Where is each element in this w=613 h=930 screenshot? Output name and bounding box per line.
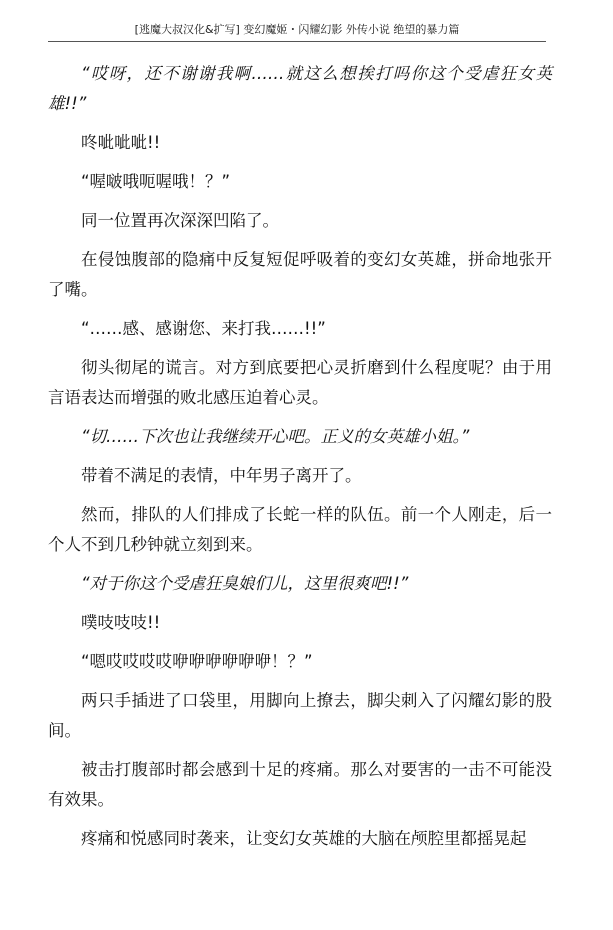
- paragraph-16: 疼痛和悦感同时袭来，让变幻女英雄的大脑在颅腔里都摇晃起: [81, 829, 527, 848]
- paragraph-2: 咚呲呲呲!!: [81, 133, 161, 152]
- paragraph-13: “嗯哎哎哎哎咿咿咿咿咿咿！？”: [81, 652, 313, 671]
- paragraph-6: “……感、感谢您、来打我……!!”: [81, 319, 326, 338]
- paragraph-14: 两只手插进了口袋里，用脚向上撩去，脚尖刺入了闪耀幻影的股间。: [48, 691, 552, 740]
- paragraph-4: 同一位置再次深深凹陷了。: [81, 211, 279, 230]
- paragraph-7: 彻头彻尾的谎言。对方到底要把心灵折磨到什么程度呢？由于用言语表达而增强的败北感压迫着心灵。: [48, 358, 552, 407]
- page-header: [逃魔大叔汉化&扩写] 变幻魔姬・闪耀幻影 外传小说 绝望的暴力篇: [48, 23, 546, 42]
- paragraph-3: “喔啵哦呃喔哦！？”: [81, 172, 231, 191]
- paragraph-10: 然而，排队的人们排成了长蛇一样的队伍。前一个人刚走，后一个人不到几秒钟就立刻到来。: [48, 505, 552, 554]
- paragraph-11: “对于你这个受虐狂臭娘们儿，这里很爽吧!!”: [81, 574, 409, 593]
- paragraph-8: “切……下次也让我继续开心吧。正义的女英雄小姐。”: [81, 427, 470, 446]
- paragraph-9: 带着不满足的表情，中年男子离开了。: [81, 466, 362, 485]
- paragraph-12: 噗吱吱吱!!: [81, 613, 161, 632]
- paragraph-1: “哎呀，还不谢谢我啊……就这么想挨打吗你这个受虐狂女英雄!!”: [48, 64, 552, 113]
- novel-body: [48, 59, 552, 854]
- paragraph-15: 被击打腹部时都会感到十足的疼痛。那么对要害的一击不可能没有效果。: [48, 760, 552, 809]
- paragraph-5: 在侵蚀腹部的隐痛中反复短促呼吸着的变幻女英雄，拼命地张开了嘴。: [48, 250, 552, 299]
